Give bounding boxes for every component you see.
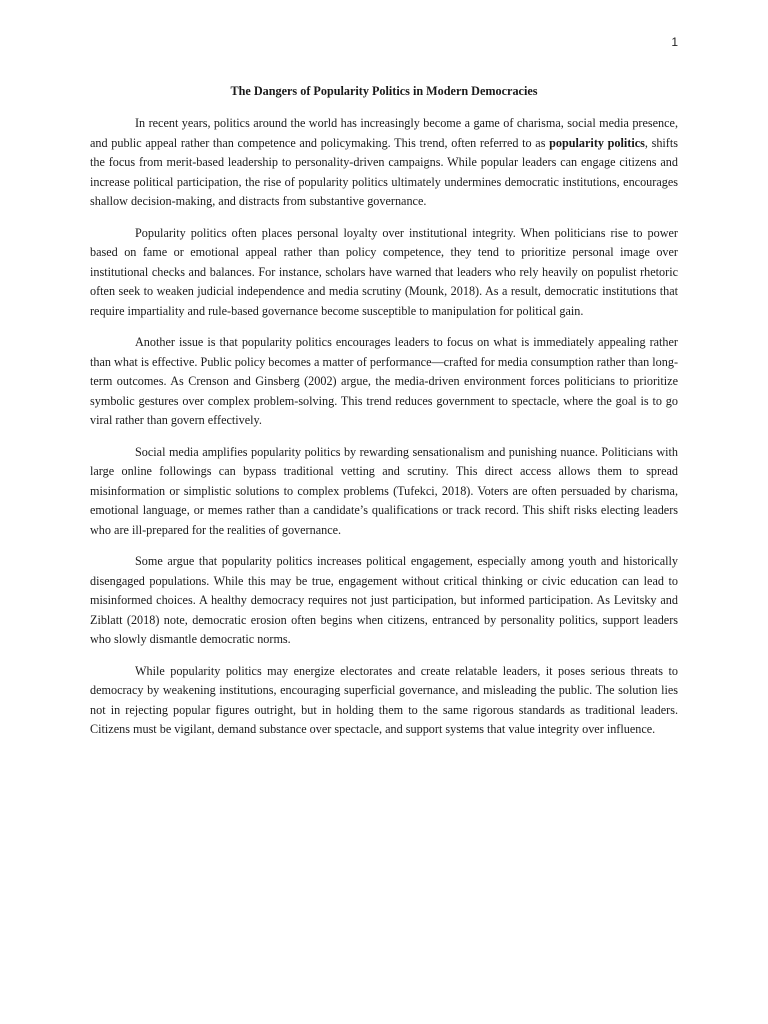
paragraph-intro-text-end: , shifts the focus from merit-based leadership to personality-driven campaigns. While popular leaders can engage citizens and increase political participation, the rise of popularity politics ultimately undermines democratic institutions, encourages shallow decision-making, and distracts from substantive governance.: [90, 135, 678, 208]
paragraph-counterargument: Some argue that popularity politics increases political engagement, especially among youth and historically disengaged populations. While this may be true, engagement without critical thinking or civic education can lead to misinformed choices. A healthy democracy requires not just participation, but informed participation. As Levitsky and Ziblatt (2018) note, democratic erosion often begins when citizens, entranced by personality politics, support leaders who slowly dismantle democratic norms.: [90, 554, 678, 646]
paragraph-intro: [90, 114, 678, 212]
paragraph-intro-text-start: In recent years, politics around the world has increasingly become a game of charisma, social media presence, and public appeal rather than competence and policymaking. This trend, often referred to as: [90, 116, 678, 150]
document-title: The Dangers of Popularity Politics in Modern Democracies: [230, 84, 538, 98]
page-number: 1: [671, 35, 678, 49]
document-body: [90, 82, 678, 752]
paragraph-social-media: Social media amplifies popularity politics by rewarding sensationalism and punishing nuance. Politicians with large online followings can bypass traditional vetting and scrutiny. This direct access allows them to spread misinformation or simplistic solutions to complex problems (Tufekci, 2018). Voters are often persuaded by charisma, emotional language, or memes rather than a candidate’s qualifications or track record. This shift risks electing leaders who are ill-prepared for the realities of governance.: [90, 444, 678, 537]
paragraph-performance-politics: Another issue is that popularity politics encourages leaders to focus on what is immediately appealing rather than what is effective. Public policy becomes a matter of performance—crafted for media consumption rather than long-term outcomes. As Crenson and Ginsberg (2002) argue, the media-driven environment forces politicians to prioritize symbolic gestures over complex problem-solving. This trend reduces government to spectacle, where the goal is to go viral rather than govern effectively.: [90, 335, 678, 427]
paragraph-institutional-integrity: Popularity politics often places personal loyalty over institutional integrity. When politicians rise to power based on fame or emotional appeal rather than policy competence, they tend to prioritize personal image over institutional checks and balances. For instance, scholars have warned that leaders who rely heavily on populist rhetoric often seek to weaken judicial independence and media scrutiny (Mounk, 2018). As a result, democratic institutions that require impartiality and rule-based governance become susceptible to manipulation for political gain.: [90, 225, 678, 318]
key-term-popularity-politics: popularity politics: [549, 135, 645, 150]
paragraph-conclusion: While popularity politics may energize electorates and create relatable leaders, it poses serious threats to democracy by weakening institutions, encouraging superficial governance, and misleading the public. The solution lies not in rejecting popular figures outright, but in holding them to the same rigorous standards as traditional leaders. Citizens must be vigilant, demand substance over spectacle, and support systems that value integrity over influence.: [90, 663, 678, 736]
